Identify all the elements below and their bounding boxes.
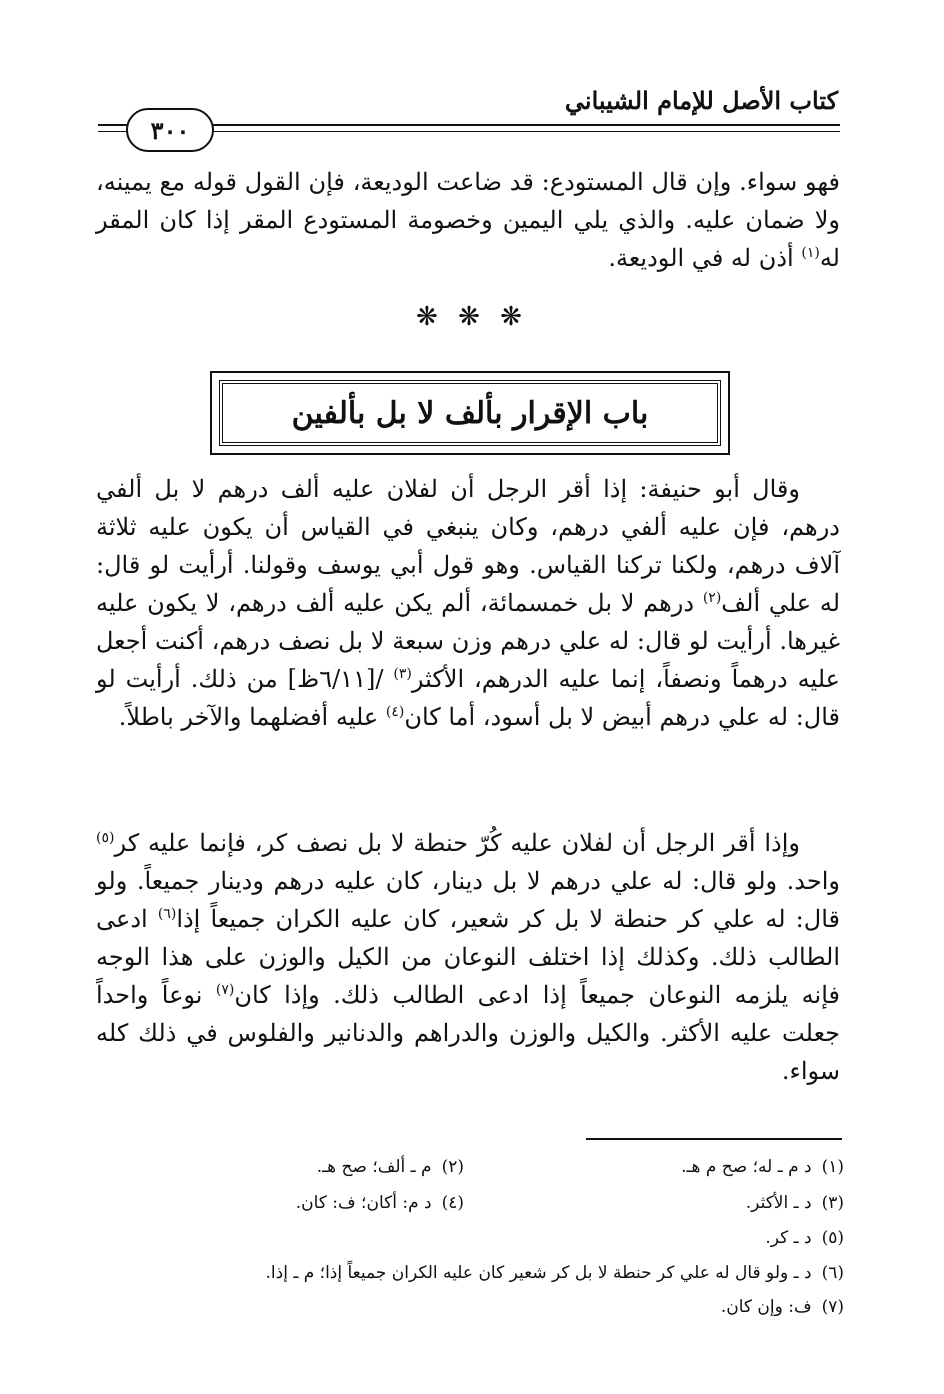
paragraph-text: أذن له في الوديعة. (608, 244, 802, 272)
footnote-number: (٥) (821, 1228, 844, 1248)
footnote-text: د ـ الأكثر. (745, 1193, 812, 1213)
chapter-title-frame (210, 371, 730, 455)
footnote-text: د م ـ له؛ صح م هـ. (681, 1157, 812, 1177)
footnote-separator (586, 1138, 842, 1140)
footnote-ref-6[interactable]: (٦) (157, 906, 177, 922)
paragraph-text: نوعاً واحداً جعلت عليه الأكثر. والكيل والوزن والدراهم والدنانير والفلوس في ذلك كله سواء. (96, 981, 840, 1085)
paragraph-text: واحد. ولو قال: له علي درهم لا بل دينار، كان عليه درهم ودينار جميعاً. ولو قال: له علي كر حنطة لا بل كر شعير، كان عليه الكران جميعاً إذا (96, 867, 840, 933)
footnote-ref-2[interactable]: (٢) (702, 590, 722, 606)
footnote-6 (266, 1262, 844, 1284)
footnote-text: د ـ كر. (765, 1228, 812, 1248)
footnote-number: (٣) (821, 1193, 844, 1213)
footnote-3 (746, 1192, 844, 1214)
paragraph-kurr (96, 824, 840, 1090)
footnote-text: د م: أكان؛ ف: كان. (295, 1193, 432, 1213)
footnote-ref-3[interactable]: (٣) (393, 666, 412, 682)
footnote-ref-1[interactable]: (١) (801, 245, 820, 261)
footnote-2 (317, 1156, 464, 1178)
paragraph-abu-hanifa (96, 470, 840, 736)
footnote-ref-5[interactable]: (٥) (96, 830, 115, 846)
footnote-1 (681, 1156, 844, 1178)
chapter-title: باب الإقرار بألف لا بل بألفين (291, 395, 649, 431)
footnote-text: ف: وإن كان. (720, 1297, 812, 1317)
paragraph-text: وإذا أقر الرجل أن لفلان عليه كُرّ حنطة لا بل نصف كر، فإنما عليه كر (114, 829, 800, 857)
running-header-title: كتاب الأصل للإمام الشيباني (564, 86, 838, 115)
paragraph-text: ادعى الطالب ذلك. وكذلك إذا اختلف النوعان من الكيل والوزن على هذا الوجه فإنه يلزمه النوعان جميعاً إذا ادعى الطالب ذلك. وإذا كان (96, 905, 840, 1009)
section-ornament-icon: ❋ ❋ ❋ (416, 302, 528, 332)
footnote-number: (٤) (441, 1193, 464, 1213)
footnote-number: (١) (821, 1157, 844, 1177)
page-number-badge (126, 108, 214, 152)
paragraph-text: وقال أبو حنيفة: إذا أقر الرجل أن لفلان عليه ألف درهم لا بل ألفي درهم، فإن عليه ألفي درهم، وكان ينبغي في القياس أن يكون عليه ثلاثة آلاف درهم، ولكنا تركنا القياس. وهو قول أبي يوسف وقولنا. أرأيت لو قال: له علي ألف (96, 475, 841, 617)
footnote-ref-4[interactable]: (٤) (385, 704, 405, 720)
footnote-number: (٢) (441, 1157, 464, 1177)
paragraph-text: فهو سواء. وإن قال المستودع: قد ضاعت الوديعة، فإن القول قوله مع يمينه، ولا ضمان عليه. والذي يلي اليمين وخصومة المستودع المقر إذا كان المقر له (96, 168, 840, 272)
footnote-5 (765, 1227, 844, 1249)
paragraph-continuation (96, 163, 840, 277)
footnote-text: د ـ ولو قال له علي كر حنطة لا بل كر شعير كان عليه الكران جميعاً إذا؛ م ـ إذا. (265, 1263, 812, 1283)
footnote-7 (721, 1296, 844, 1318)
paragraph-text: /[٦/١١ظ] من ذلك. أرأيت لو قال: له علي درهم أبيض لا بل أسود، أما كان (96, 665, 840, 731)
footnote-4 (296, 1192, 464, 1214)
footnote-ref-7[interactable]: (٧) (215, 982, 235, 998)
footnote-number: (٧) (821, 1297, 844, 1317)
paragraph-text: عليه أفضلهما والآخر باطلاً. (118, 703, 386, 731)
footnote-number: (٦) (821, 1263, 844, 1283)
chapter-title-inner-frame (219, 380, 721, 446)
page-number: ٣٠٠ (150, 115, 190, 145)
footnote-text: م ـ ألف؛ صح هـ. (316, 1157, 432, 1177)
paragraph-text: درهم لا بل خمسمائة، ألم يكن عليه ألف درهم، لا يكون عليه غيرها. أرأيت لو قال: له علي درهم وزن سبعة لا بل نصف درهم، أكنت أجعل عليه درهماً ونصفاً، إنما عليه الدرهم، الأكثر (96, 589, 841, 693)
